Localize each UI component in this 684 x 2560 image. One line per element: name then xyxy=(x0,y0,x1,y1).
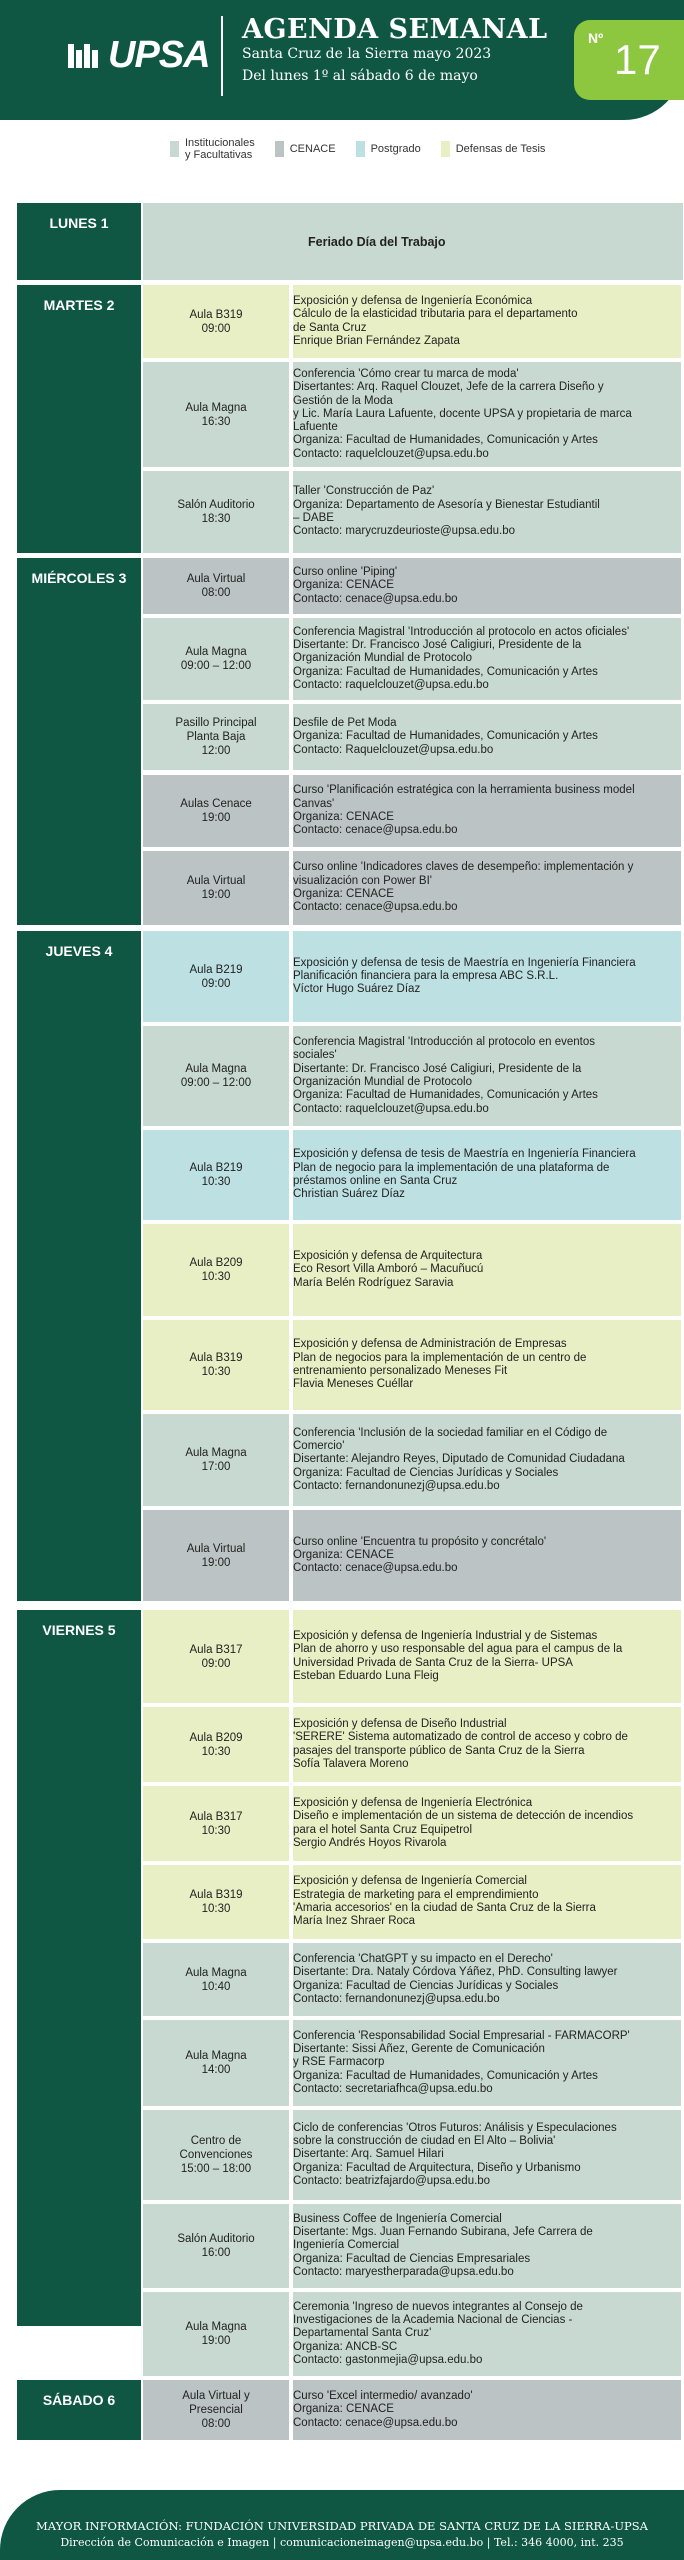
event-row xyxy=(143,558,683,614)
event-description: Ciclo de conferencias 'Otros Futuros: Análisis y Especulaciones sobre la construcción de ciudad en El Alto – Bolivia' Disertante: Arq. Samuel Hilari Organiza: Facultad de Arquitectura, Diseño y Urbanismo Contacto: beatrizfajardo@upsa.edu.bo xyxy=(293,2121,617,2187)
event-row xyxy=(143,1707,683,1782)
day-name: MARTES 2 xyxy=(43,297,115,313)
event-description: Desfile de Pet Moda Organiza: Facultad de Humanidades, Comunicación y Artes Contacto: Raquelclouzet@upsa.edu.bo xyxy=(293,717,598,756)
event-place-time: Aula Magna 14:00 xyxy=(143,2020,289,2106)
event-description-cell xyxy=(293,362,681,467)
date-range: Del lunes 1º al sábado 6 de mayo xyxy=(242,68,478,84)
event-description-cell xyxy=(293,1707,681,1782)
event-description: Conferencia 'Inclusión de la sociedad familiar en el Código de Comercio' Disertante: Alejandro Reyes, Diputado de Comunidad Ciudadana Organiza: Facultad de Ciencias Jurídicas y Sociales Contacto: fernandonunezj@upsa.edu.bo xyxy=(293,1426,625,1492)
event-description: Conferencia 'Responsabilidad Social Empresarial - FARMACORP' Disertante: Sissi Añez, Gerente de Comunicación y RSE Farmacorp Organiza: Facultad de Humanidades, Comunicación y Artes Contacto: secretariafhca@upsa.edu.bo xyxy=(293,2029,630,2095)
legend-item xyxy=(170,137,255,161)
event-description-cell xyxy=(293,471,681,553)
event-description-cell xyxy=(293,285,681,358)
page-title: AGENDA SEMANAL xyxy=(242,14,548,45)
event-place-time: Aula Virtual 08:00 xyxy=(143,558,289,614)
event-description-cell xyxy=(293,558,681,614)
event-place-time: Aula Magna 16:30 xyxy=(143,362,289,467)
event-row xyxy=(143,2204,683,2288)
event-place-time: Aula Magna 09:00 – 12:00 xyxy=(143,1026,289,1126)
footer-info: MAYOR INFORMACIÓN: FUNDACIÓN UNIVERSIDAD PRIVADA DE SANTA CRUZ DE LA SIERRA-UPSA xyxy=(36,2519,648,2533)
day-label xyxy=(17,285,141,553)
event-description: Conferencia Magistral 'Introducción al protocolo en actos oficiales' Disertante: Dr. Francisco José Caligiuri, Presidente de la Organización Mundial de Protocolo Organiza: Facultad de Humanidades, Comunicación y Artes Contacto: raquelclouzet@upsa.edu.bo xyxy=(293,625,630,691)
holiday-cell xyxy=(143,203,683,280)
event-description: Curso 'Excel intermedio/ avanzado' Organiza: CENACE Contacto: cenace@upsa.edu.bo xyxy=(293,2390,473,2429)
event-description: Curso online 'Encuentra tu propósito y concrétalo' Organiza: CENACE Contacto: cenace@upsa.edu.bo xyxy=(293,1535,547,1575)
event-row xyxy=(143,471,683,553)
event-description: Exposición y defensa de tesis de Maestría en Ingeniería Financiera Planificación financiera para la empresa ABC S.R.L. Víctor Hugo Suárez Díaz xyxy=(293,956,636,996)
holiday-text: Feriado Día del Trabajo xyxy=(308,234,446,249)
legend-label: CENACE xyxy=(289,143,336,155)
day-block xyxy=(17,931,683,1601)
day-label xyxy=(17,2380,141,2440)
event-place-time: Aula Virtual y Presencial 08:00 xyxy=(143,2380,289,2440)
day-name: LUNES 1 xyxy=(49,215,109,231)
day-label xyxy=(17,203,141,280)
event-description: Exposición y defensa de Ingeniería Industrial y de Sistemas Plan de ahorro y uso responsable del agua para el campus de la Universidad Privada de Santa Cruz de la Sierra- UPSA Esteban Eduardo Luna Fleig xyxy=(293,1629,623,1682)
issue-label: Nº xyxy=(588,30,604,46)
legend-label: Postgrado xyxy=(370,143,421,155)
event-description-cell xyxy=(293,851,681,925)
event-row xyxy=(143,931,683,1022)
legend-label: Defensas de Tesis xyxy=(455,143,546,155)
footer-contact: Dirección de Comunicación e Imagen | comunicacioneimagen@upsa.edu.bo | Tel.: 346 4000, int. 235 xyxy=(60,2536,624,2549)
day-block xyxy=(17,2380,683,2440)
event-description-cell xyxy=(293,1224,681,1316)
event-description: Exposición y defensa de Ingeniería Económica Cálculo de la elasticidad tributaria para el departamento de Santa Cruz Enrique Brian Fernández Zapata xyxy=(293,294,578,347)
event-place-time: Aula Magna 17:00 xyxy=(143,1414,289,1506)
day-name: VIERNES 5 xyxy=(42,1622,116,1638)
day-name: MIÉRCOLES 3 xyxy=(31,570,127,586)
event-description: Exposición y defensa de Ingeniería Electrónica Diseño e implementación de un sistema de detección de incendios para el hotel Santa Cruz Equipetrol Sergio Andrés Hoyos Rivarola xyxy=(293,1796,634,1849)
legend-swatch xyxy=(441,141,450,157)
event-row xyxy=(143,1320,683,1410)
event-description: Curso online 'Indicadores claves de desempeño: implementación y visualización con Power BI' Organiza: CENACE Contacto: cenace@upsa.edu.bo xyxy=(293,861,634,914)
event-place-time: Salón Auditorio 16:00 xyxy=(143,2204,289,2288)
event-place-time: Centro de Convenciones 15:00 – 18:00 xyxy=(143,2110,289,2200)
event-description-cell xyxy=(293,2204,681,2288)
event-place-time: Aula B319 09:00 xyxy=(143,285,289,358)
event-description-cell xyxy=(293,1320,681,1410)
event-place-time: Pasillo Principal Planta Baja 12:00 xyxy=(143,704,289,770)
event-place-time: Aula B317 10:30 xyxy=(143,1786,289,1861)
day-block xyxy=(17,203,683,280)
day-block xyxy=(17,1610,683,2366)
event-description-cell xyxy=(293,775,681,847)
event-description-cell xyxy=(293,2380,681,2440)
event-description: Exposición y defensa de Administración de Empresas Plan de negocios para la implementación de un centro de entrenamiento personalizado Meneses Fit Flavia Meneses Cuéllar xyxy=(293,1338,587,1391)
day-block xyxy=(17,558,683,925)
event-place-time: Salón Auditorio 18:30 xyxy=(143,471,289,553)
upsa-emblem-icon xyxy=(66,40,102,72)
day-name: SÁBADO 6 xyxy=(42,2392,116,2408)
event-place-time: Aula Magna 19:00 xyxy=(143,2292,289,2376)
event-description-cell xyxy=(293,1414,681,1506)
legend-item xyxy=(441,141,546,157)
holiday-row xyxy=(143,203,683,280)
event-description: Conferencia Magistral 'Introducción al protocolo en eventos sociales' Disertante: Dr. Francisco José Caligiuri, Presidente de la Organización Mundial de Protocolo Organiza: Facultad de Humanidades, Comunicación y Artes Contacto: raquelclouzet@upsa.edu.bo xyxy=(293,1036,598,1115)
issue-badge xyxy=(574,20,684,100)
event-place-time: Aula B317 09:00 xyxy=(143,1610,289,1703)
upsa-logo xyxy=(66,34,210,77)
event-row xyxy=(143,2110,683,2200)
event-place-time: Aula B319 10:30 xyxy=(143,1865,289,1939)
event-place-time: Aula B319 10:30 xyxy=(143,1320,289,1410)
event-row xyxy=(143,1610,683,1703)
event-row xyxy=(143,1865,683,1939)
event-row xyxy=(143,1026,683,1126)
event-row xyxy=(143,2020,683,2106)
event-row xyxy=(143,1510,683,1601)
event-place-time: Aula B219 10:30 xyxy=(143,1130,289,1220)
day-label xyxy=(17,558,141,925)
event-description-cell xyxy=(293,1865,681,1939)
event-description-cell xyxy=(293,1510,681,1601)
event-place-time: Aula Magna 09:00 – 12:00 xyxy=(143,618,289,700)
event-description: Conferencia 'ChatGPT y su impacto en el Derecho' Disertante: Dra. Nataly Córdova Yáñez, PhD. Consulting lawyer Organiza: Facultad de Ciencias Jurídicas y Sociales Contacto: fernandonunezj@upsa.edu.bo xyxy=(293,1952,618,2005)
event-row xyxy=(143,851,683,925)
event-row xyxy=(143,285,683,358)
event-description-cell xyxy=(293,1786,681,1861)
event-description: Conferencia 'Cómo crear tu marca de moda' Disertantes: Arq. Raquel Clouzet, Jefe de la carrera Diseño y Gestión de la Moda y Lic. María Laura Lafuente, docente UPSA y propietaria de marca Lafuente Organiza: Facultad de Humanidades, Comunicación y Artes Contacto: raquelclouzet@upsa.edu.bo xyxy=(293,367,632,460)
color-legend xyxy=(170,132,670,166)
event-row xyxy=(143,1130,683,1220)
event-description-cell xyxy=(293,931,681,1022)
event-description: Exposición y defensa de tesis de Maestría en Ingeniería Financiera Plan de negocio para la implementación de una plataforma de préstamos online en Santa Cruz Christian Suárez Díaz xyxy=(293,1148,636,1201)
event-row xyxy=(143,704,683,770)
day-block xyxy=(17,285,683,553)
event-description-cell xyxy=(293,1130,681,1220)
event-description-cell xyxy=(293,2020,681,2106)
event-description-cell xyxy=(293,2292,681,2376)
legend-swatch xyxy=(356,141,365,157)
day-label xyxy=(17,1610,141,2326)
event-place-time: Aula Magna 10:40 xyxy=(143,1943,289,2016)
event-description: Exposición y defensa de Diseño Industrial 'SERERE' Sistema automatizado de control de acceso y cobro de pasajes del transporte público de Santa Cruz de la Sierra Sofía Talavera Moreno xyxy=(293,1717,628,1770)
event-row xyxy=(143,1224,683,1316)
event-place-time: Aula B209 10:30 xyxy=(143,1224,289,1316)
event-place-time: Aula B219 09:00 xyxy=(143,931,289,1022)
event-row xyxy=(143,2380,683,2440)
day-name: JUEVES 4 xyxy=(45,943,113,959)
event-row xyxy=(143,362,683,467)
event-row xyxy=(143,2292,683,2376)
event-description: Exposición y defensa de Arquitectura Eco Resort Villa Amboró – Macuñucú María Belén Rodríguez Saravia xyxy=(293,1250,484,1289)
event-row xyxy=(143,1943,683,2016)
event-place-time: Aula Virtual 19:00 xyxy=(143,851,289,925)
event-description-cell xyxy=(293,2110,681,2200)
event-description: Taller 'Construcción de Paz' Organiza: Departamento de Asesoría y Bienestar Estudiantil – DABE Contacto: marycruzdeurioste@upsa.edu.bo xyxy=(293,485,600,538)
event-place-time: Aulas Cenace 19:00 xyxy=(143,775,289,847)
event-description: Ceremonia 'Ingreso de nuevos integrantes al Consejo de Investigaciones de la Academia Nacional de Ciencias - Departamental Santa Cruz' Organiza: ANCB-SC Contacto: gastonmejia@upsa.edu.bo xyxy=(293,2300,583,2366)
event-row xyxy=(143,618,683,700)
logo-text: UPSA xyxy=(108,34,210,76)
page-subtitle: Santa Cruz de la Sierra mayo 2023 xyxy=(242,46,492,62)
legend-label: Institucionales y Facultativas xyxy=(185,137,255,161)
event-place-time: Aula Virtual 19:00 xyxy=(143,1510,289,1601)
event-description: Business Coffee de Ingeniería Comercial Disertante: Mgs. Juan Fernando Subirana, Jefe Carrera de Ingeniería Comercial Organiza: Facultad de Ciencias Empresariales Contacto: maryestherparada@upsa.edu.bo xyxy=(293,2212,593,2278)
event-description-cell xyxy=(293,1026,681,1126)
event-row xyxy=(143,1414,683,1506)
legend-swatch xyxy=(275,141,284,157)
issue-number: 17 xyxy=(614,36,661,83)
header-divider xyxy=(221,16,223,96)
event-place-time: Aula B209 10:30 xyxy=(143,1707,289,1782)
event-description: Curso online 'Piping' Organiza: CENACE Contacto: cenace@upsa.edu.bo xyxy=(293,566,458,605)
day-label xyxy=(17,931,141,1601)
legend-item xyxy=(356,141,421,157)
event-row xyxy=(143,775,683,847)
event-description-cell xyxy=(293,1610,681,1703)
legend-item xyxy=(275,141,336,157)
event-row xyxy=(143,1786,683,1861)
event-description-cell xyxy=(293,1943,681,2016)
event-description-cell xyxy=(293,704,681,770)
event-description: Curso 'Planificación estratégica con la herramienta business model Canvas' Organiza: CENACE Contacto: cenace@upsa.edu.bo xyxy=(293,784,635,837)
event-description-cell xyxy=(293,618,681,700)
legend-swatch xyxy=(170,141,179,157)
event-description: Exposición y defensa de Ingeniería Comercial Estrategia de marketing para el emprendimiento 'Amaria accesorios' en la ciudad de Santa Cruz de la Sierra María Inez Shraer Roca xyxy=(293,1875,596,1928)
